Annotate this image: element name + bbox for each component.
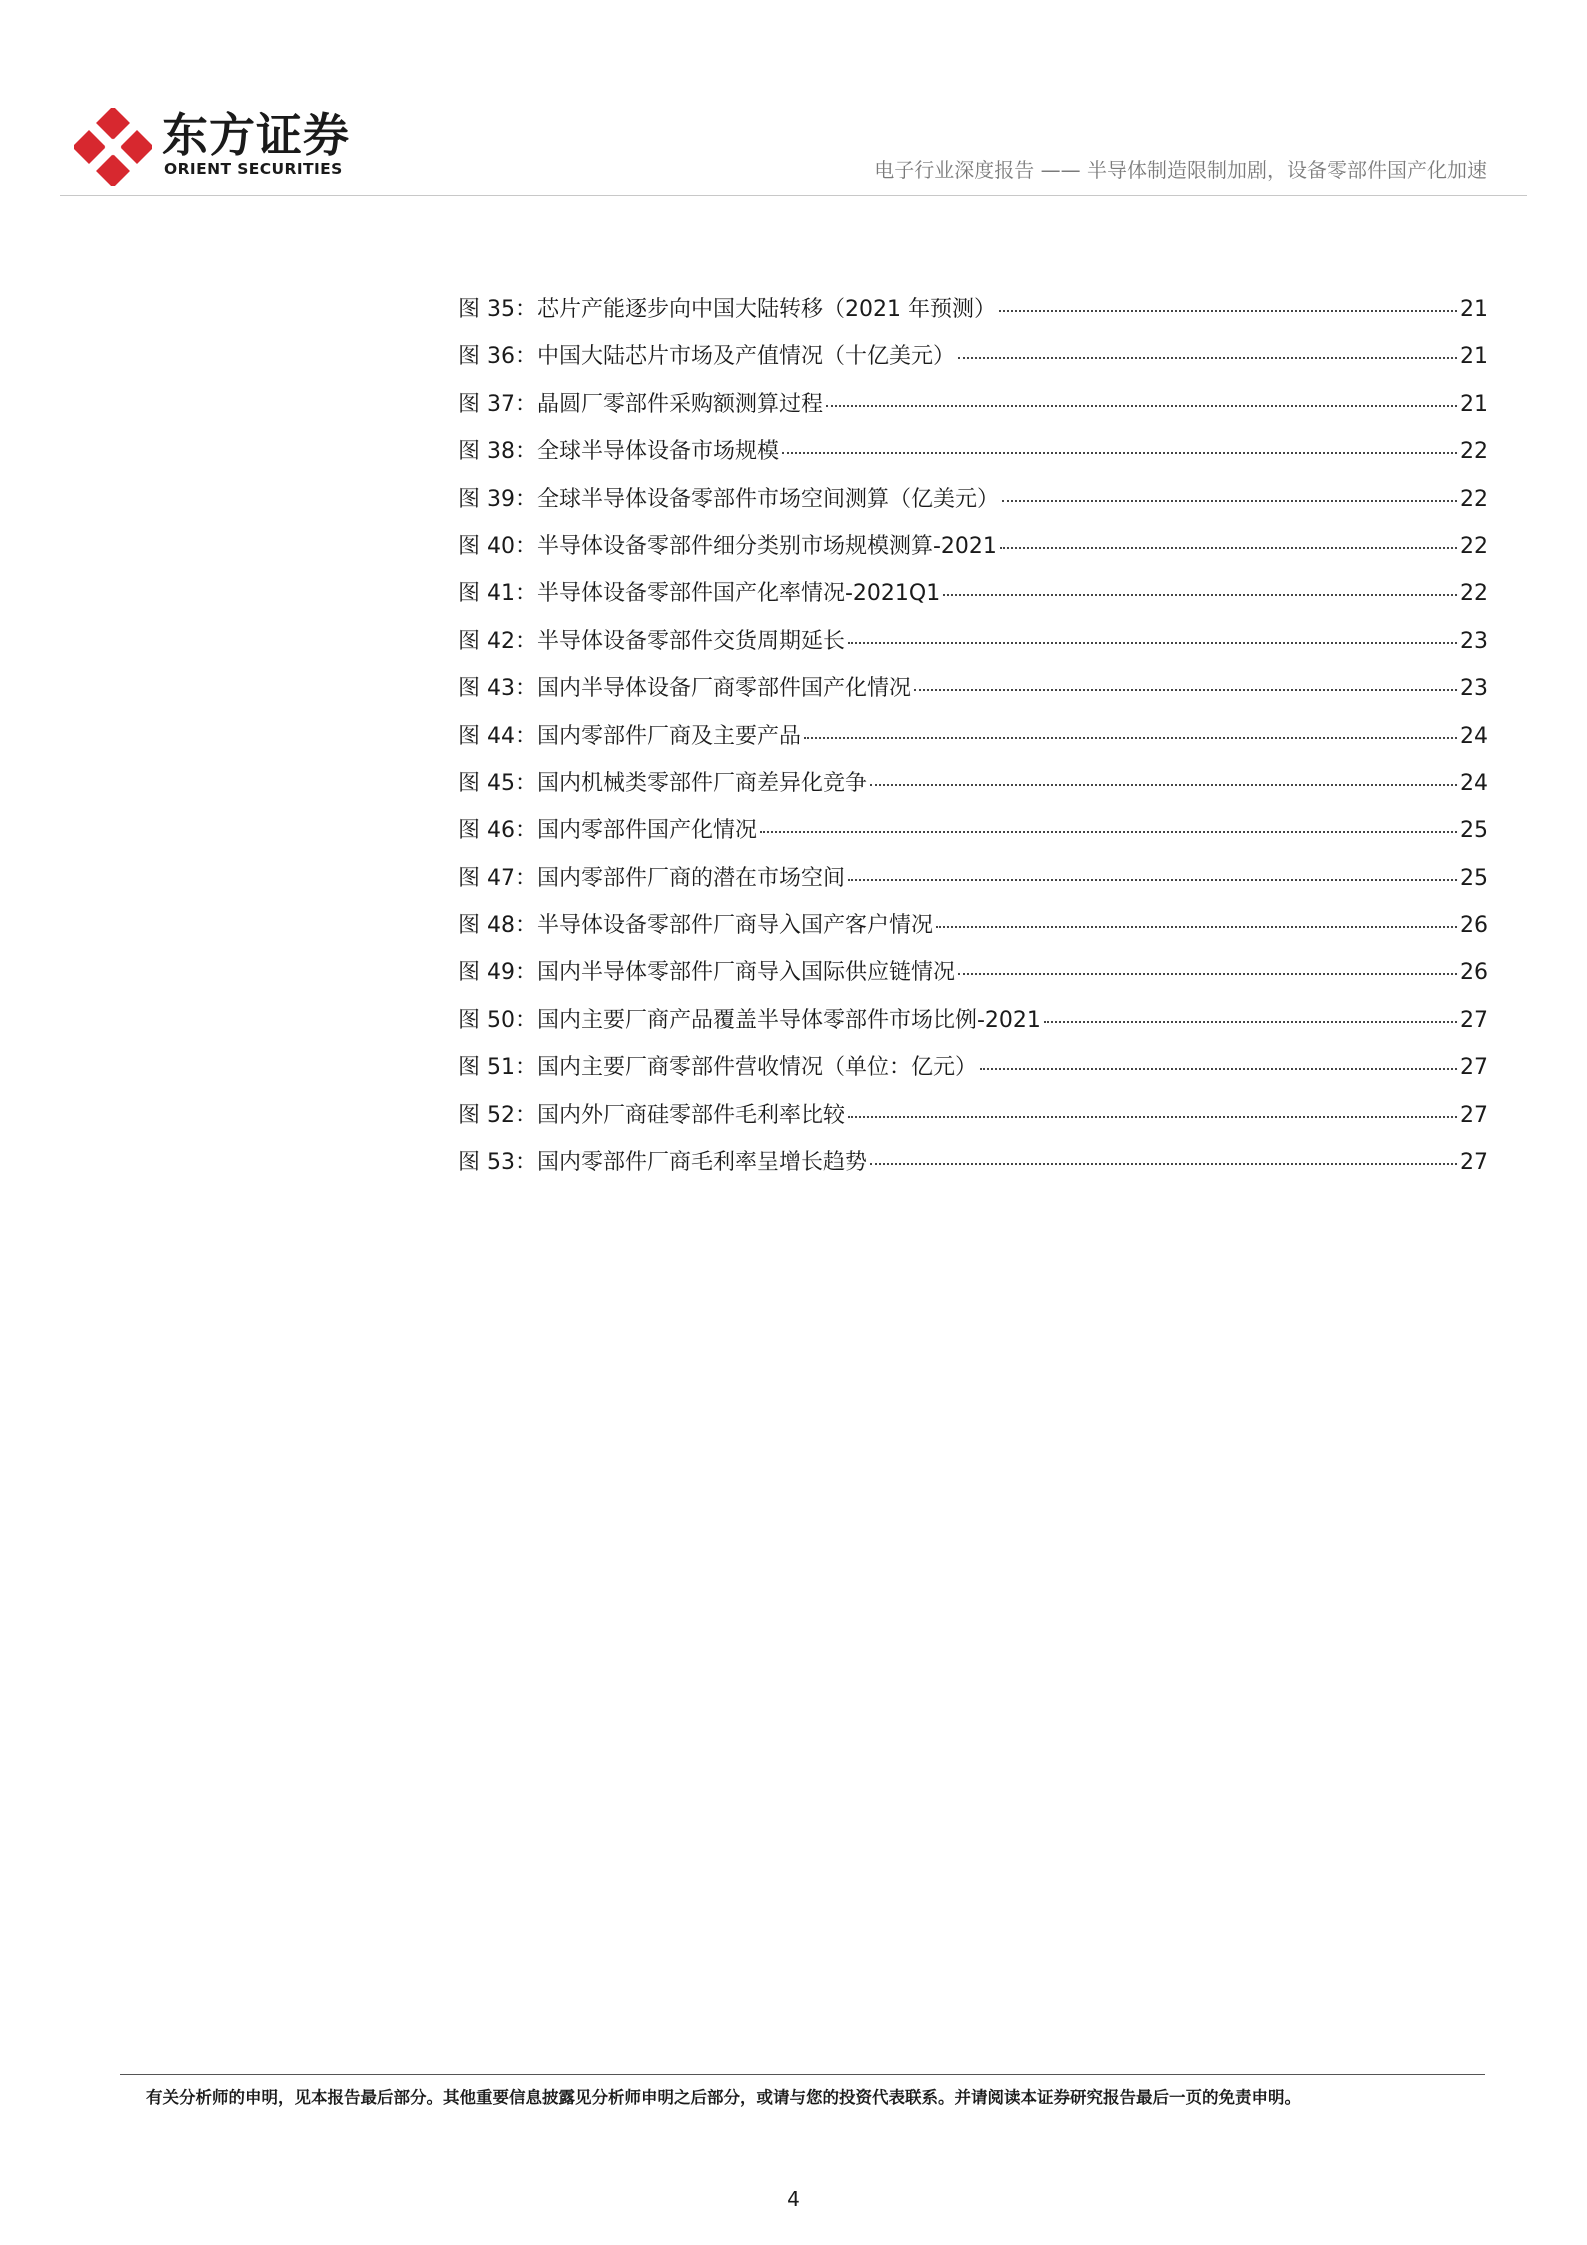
toc-entry-label[interactable]: 图 52：国内外厂商硅零部件毛利率比较	[458, 1102, 845, 1128]
toc-entry-label[interactable]: 图 40：半导体设备零部件细分类别市场规模测算-2021	[458, 533, 997, 559]
toc-entry-label[interactable]: 图 46：国内零部件国产化情况	[458, 818, 757, 844]
toc-entry-label[interactable]: 图 47：国内零部件厂商的潜在市场空间	[458, 865, 845, 891]
toc-entry-page[interactable]: 22	[1460, 439, 1488, 465]
toc-entry-label[interactable]: 图 36：中国大陆芯片市场及产值情况（十亿美元）	[458, 344, 955, 370]
toc-entry[interactable]	[458, 339, 1488, 386]
toc-entry[interactable]	[458, 955, 1488, 1002]
toc-entry-page[interactable]: 22	[1460, 581, 1488, 607]
toc-entry-page[interactable]: 21	[1460, 344, 1488, 370]
toc-dot-leader	[848, 1116, 1457, 1118]
toc-entry[interactable]	[458, 813, 1488, 860]
toc-entry-page[interactable]: 21	[1460, 297, 1488, 322]
toc-dot-leader	[1002, 500, 1457, 502]
toc-entry-page[interactable]: 26	[1460, 960, 1488, 986]
toc-dot-leader	[936, 926, 1457, 928]
toc-entry[interactable]	[458, 292, 1488, 339]
toc-entry-page[interactable]: 27	[1460, 1150, 1488, 1176]
toc-entry-page[interactable]: 24	[1460, 723, 1488, 749]
toc-entry[interactable]	[458, 1145, 1488, 1192]
toc-entry-label[interactable]: 图 42：半导体设备零部件交货周期延长	[458, 628, 845, 654]
toc-dot-leader	[1000, 547, 1457, 549]
footer-disclaimer: 有关分析师的申明，见本报告最后部分。其他重要信息披露见分析师申明之后部分，或请与您的投资代表联系。并请阅读本证券研究报告最后一页的免责申明。	[146, 2088, 1301, 2107]
toc-entry-page[interactable]: 25	[1460, 818, 1488, 844]
toc-entry[interactable]	[458, 529, 1488, 576]
toc-entry-label[interactable]: 图 43：国内半导体设备厂商零部件国产化情况	[458, 676, 911, 702]
toc-entry-label[interactable]: 图 44：国内零部件厂商及主要产品	[458, 723, 801, 749]
toc-entry-page[interactable]: 27	[1460, 1055, 1488, 1081]
toc-entry-label[interactable]: 图 49：国内半导体零部件厂商导入国际供应链情况	[458, 960, 955, 986]
toc-dot-leader	[848, 879, 1457, 881]
toc-entry-page[interactable]: 23	[1460, 628, 1488, 654]
toc-dot-leader	[870, 1163, 1457, 1165]
toc-entry-label[interactable]: 图 50：国内主要厂商产品覆盖半导体零部件市场比例-2021	[458, 1007, 1041, 1033]
toc-entry-label[interactable]: 图 48：半导体设备零部件厂商导入国产客户情况	[458, 913, 933, 939]
toc-entry[interactable]	[458, 387, 1488, 434]
figure-list	[458, 292, 1488, 1192]
report-title: 电子行业深度报告 —— 半导体制造限制加剧，设备零部件国产化加速	[874, 158, 1487, 182]
footer-divider	[120, 2074, 1485, 2075]
toc-entry[interactable]	[458, 908, 1488, 955]
toc-dot-leader	[943, 594, 1457, 596]
toc-dot-leader	[760, 831, 1457, 833]
toc-entry[interactable]	[458, 1050, 1488, 1097]
toc-entry-page[interactable]: 27	[1460, 1007, 1488, 1033]
orient-securities-logo-icon	[74, 108, 152, 186]
toc-entry-page[interactable]: 25	[1460, 865, 1488, 891]
toc-dot-leader	[826, 405, 1457, 407]
toc-entry[interactable]	[458, 576, 1488, 623]
toc-dot-leader	[980, 1068, 1457, 1070]
toc-entry[interactable]	[458, 482, 1488, 529]
toc-entry-label[interactable]: 图 37：晶圆厂零部件采购额测算过程	[458, 391, 823, 417]
toc-entry[interactable]	[458, 719, 1488, 766]
page-number: 4	[787, 2187, 800, 2211]
toc-entry-page[interactable]: 23	[1460, 676, 1488, 702]
toc-entry[interactable]	[458, 434, 1488, 481]
toc-dot-leader	[914, 689, 1457, 691]
toc-dot-leader	[958, 357, 1457, 359]
toc-entry[interactable]	[458, 671, 1488, 718]
toc-dot-leader	[958, 973, 1457, 975]
toc-dot-leader	[1044, 1021, 1457, 1023]
toc-entry-label[interactable]: 图 53：国内零部件厂商毛利率呈增长趋势	[458, 1150, 867, 1176]
toc-entry-page[interactable]: 22	[1460, 486, 1488, 512]
toc-entry-label[interactable]: 图 39：全球半导体设备零部件市场空间测算（亿美元）	[458, 486, 999, 512]
brand-name-cn: 东方证券	[162, 108, 350, 162]
toc-dot-leader	[999, 310, 1457, 312]
toc-entry-label[interactable]: 图 38：全球半导体设备市场规模	[458, 439, 779, 465]
toc-entry[interactable]	[458, 624, 1488, 671]
toc-entry-label[interactable]: 图 45：国内机械类零部件厂商差异化竞争	[458, 770, 867, 796]
header-divider	[60, 195, 1527, 196]
toc-dot-leader	[848, 642, 1457, 644]
toc-entry-page[interactable]: 22	[1460, 533, 1488, 559]
toc-entry-page[interactable]: 26	[1460, 913, 1488, 939]
toc-entry[interactable]	[458, 861, 1488, 908]
toc-entry-page[interactable]: 24	[1460, 770, 1488, 796]
toc-entry-label[interactable]: 图 41：半导体设备零部件国产化率情况-2021Q1	[458, 581, 941, 607]
toc-entry[interactable]	[458, 1098, 1488, 1145]
toc-entry[interactable]	[458, 1003, 1488, 1050]
toc-entry-label[interactable]: 图 35：芯片产能逐步向中国大陆转移（2021 年预测）	[458, 297, 996, 322]
toc-dot-leader	[782, 452, 1457, 454]
brand-name-en: ORIENT SECURITIES	[164, 160, 343, 178]
toc-dot-leader	[804, 737, 1457, 739]
toc-entry-page[interactable]: 21	[1460, 391, 1488, 417]
toc-entry-label[interactable]: 图 51：国内主要厂商零部件营收情况（单位：亿元）	[458, 1055, 977, 1081]
toc-dot-leader	[870, 784, 1457, 786]
toc-entry[interactable]	[458, 766, 1488, 813]
toc-entry-page[interactable]: 27	[1460, 1102, 1488, 1128]
